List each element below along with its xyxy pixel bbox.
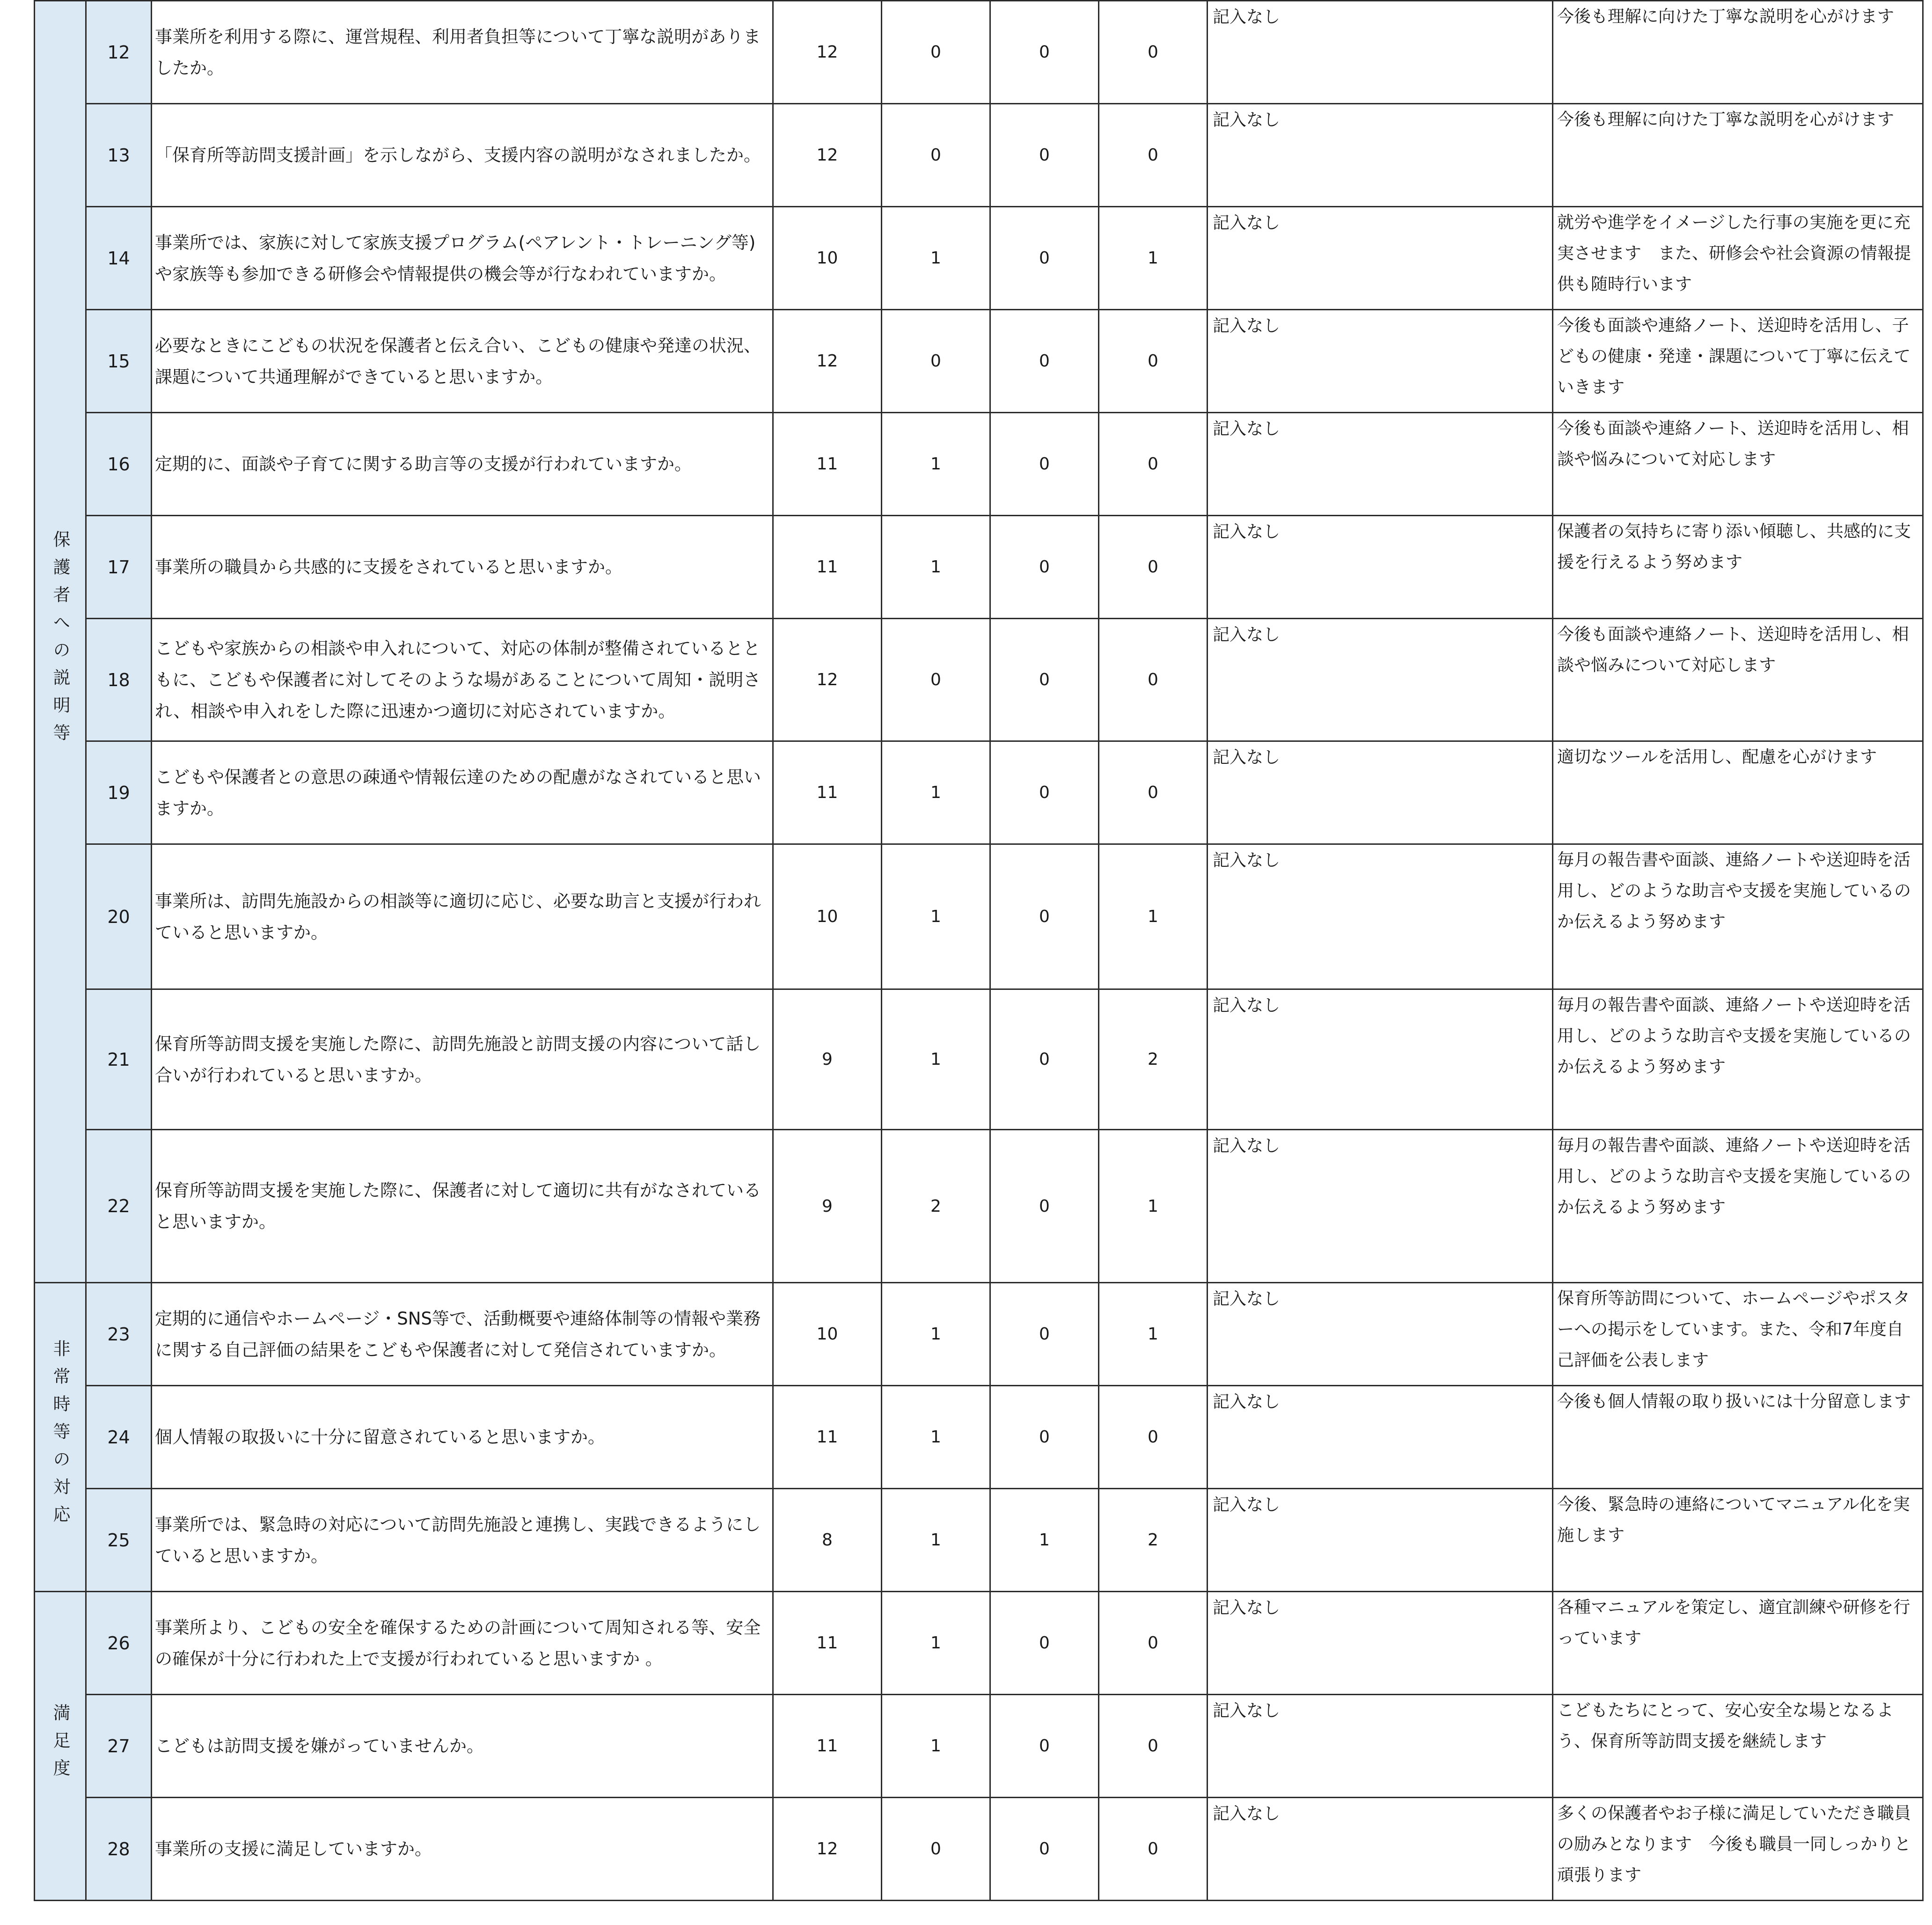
count-no: 0: [990, 1695, 1099, 1798]
count-neutral: 1: [882, 844, 990, 989]
table-row: [35, 1283, 1923, 1386]
count-no: 0: [990, 1, 1099, 104]
question-cell: 事業所を利用する際に、運営規程、利用者負担等について丁寧な説明がありましたか。: [152, 1, 773, 104]
count-neutral: 0: [882, 1798, 990, 1901]
count-unknown: 0: [1099, 413, 1208, 516]
count-no: 0: [990, 741, 1099, 844]
count-unknown: 2: [1099, 1489, 1208, 1592]
count-unknown: 1: [1099, 207, 1208, 310]
row-number: 15: [86, 310, 152, 413]
category-label: 非常時等の対応: [50, 1339, 70, 1533]
response-cell: 今後も面談や連絡ノート、送迎時を活用し、子どもの健康・発達・課題について丁寧に伝えていきます: [1553, 310, 1923, 413]
count-neutral: 1: [882, 989, 990, 1130]
count-yes: 12: [773, 1, 882, 104]
count-neutral: 1: [882, 516, 990, 619]
count-unknown: 0: [1099, 310, 1208, 413]
count-neutral: 1: [882, 741, 990, 844]
response-cell: 今後、緊急時の連絡についてマニュアル化を実施します: [1553, 1489, 1923, 1592]
count-neutral: 0: [882, 1, 990, 104]
category-label: 保護者への説明等: [50, 530, 70, 751]
row-number: 22: [86, 1130, 152, 1283]
count-no: 0: [990, 413, 1099, 516]
count-yes: 12: [773, 104, 882, 207]
response-cell: 保育所等訪問について、ホームページやポスターへの掲示をしています。また、令和7年度自己評価を公表します: [1553, 1283, 1923, 1386]
question-cell: 事業所では、家族に対して家族支援プログラム(ペアレント・トレーニング等)や家族等も参加できる研修会や情報提供の機会等が行なわれていますか。: [152, 207, 773, 310]
count-unknown: 0: [1099, 741, 1208, 844]
question-cell: 個人情報の取扱いに十分に留意されていると思いますか。: [152, 1386, 773, 1489]
count-no: 0: [990, 619, 1099, 741]
table-row: [35, 1798, 1923, 1901]
opinion-cell: 記入なし: [1208, 741, 1553, 844]
table-row: [35, 207, 1923, 310]
row-number: 20: [86, 844, 152, 989]
count-no: 0: [990, 1130, 1099, 1283]
table-row: [35, 516, 1923, 619]
count-neutral: 1: [882, 1283, 990, 1386]
row-number: 17: [86, 516, 152, 619]
row-number: 28: [86, 1798, 152, 1901]
question-cell: 事業所より、こどもの安全を確保するための計画について周知される等、安全の確保が十分に行われた上で支援が行われていると思いますか 。: [152, 1592, 773, 1695]
count-yes: 11: [773, 1695, 882, 1798]
opinion-cell: 記入なし: [1208, 1386, 1553, 1489]
table-row: [35, 1695, 1923, 1798]
question-cell: 事業所の支援に満足していますか。: [152, 1798, 773, 1901]
response-cell: 毎月の報告書や面談、連絡ノートや送迎時を活用し、どのような助言や支援を実施しているのか伝えるよう努めます: [1553, 989, 1923, 1130]
count-unknown: 1: [1099, 1283, 1208, 1386]
opinion-cell: 記入なし: [1208, 1592, 1553, 1695]
opinion-cell: 記入なし: [1208, 1695, 1553, 1798]
count-no: 0: [990, 1798, 1099, 1901]
question-cell: 保育所等訪問支援を実施した際に、保護者に対して適切に共有がなされていると思いますか。: [152, 1130, 773, 1283]
count-yes: 12: [773, 310, 882, 413]
row-number: 16: [86, 413, 152, 516]
count-yes: 9: [773, 1130, 882, 1283]
question-cell: 必要なときにこどもの状況を保護者と伝え合い、こどもの健康や発達の状況、課題について共通理解ができていると思いますか。: [152, 310, 773, 413]
count-unknown: 0: [1099, 619, 1208, 741]
row-number: 27: [86, 1695, 152, 1798]
response-cell: 今後も面談や連絡ノート、送迎時を活用し、相談や悩みについて対応します: [1553, 619, 1923, 741]
count-no: 0: [990, 207, 1099, 310]
opinion-cell: 記入なし: [1208, 516, 1553, 619]
opinion-cell: 記入なし: [1208, 844, 1553, 989]
count-neutral: 1: [882, 1386, 990, 1489]
response-cell: 今後も理解に向けた丁寧な説明を心がけます: [1553, 104, 1923, 207]
count-unknown: 0: [1099, 1592, 1208, 1695]
count-no: 0: [990, 1283, 1099, 1386]
count-neutral: 0: [882, 310, 990, 413]
row-number: 26: [86, 1592, 152, 1695]
response-cell: 就労や進学をイメージした行事の実施を更に充実させます また、研修会や社会資源の情報提供も随時行います: [1553, 207, 1923, 310]
count-no: 0: [990, 1386, 1099, 1489]
count-neutral: 1: [882, 413, 990, 516]
opinion-cell: 記入なし: [1208, 1489, 1553, 1592]
opinion-cell: 記入なし: [1208, 413, 1553, 516]
opinion-cell: 記入なし: [1208, 989, 1553, 1130]
opinion-cell: 記入なし: [1208, 310, 1553, 413]
count-yes: 11: [773, 1386, 882, 1489]
count-unknown: 0: [1099, 516, 1208, 619]
response-cell: こどもたちにとって、安心安全な場となるよう、保育所等訪問支援を継続します: [1553, 1695, 1923, 1798]
question-cell: 定期的に、面談や子育てに関する助言等の支援が行われていますか。: [152, 413, 773, 516]
opinion-cell: 記入なし: [1208, 1283, 1553, 1386]
opinion-cell: 記入なし: [1208, 1798, 1553, 1901]
count-yes: 12: [773, 1798, 882, 1901]
row-number: 19: [86, 741, 152, 844]
count-unknown: 1: [1099, 1130, 1208, 1283]
opinion-cell: 記入なし: [1208, 619, 1553, 741]
count-unknown: 0: [1099, 1, 1208, 104]
count-neutral: 1: [882, 207, 990, 310]
count-yes: 12: [773, 619, 882, 741]
response-cell: 毎月の報告書や面談、連絡ノートや送迎時を活用し、どのような助言や支援を実施しているのか伝えるよう努めます: [1553, 1130, 1923, 1283]
count-no: 0: [990, 989, 1099, 1130]
count-yes: 11: [773, 741, 882, 844]
row-number: 12: [86, 1, 152, 104]
table-row: [35, 619, 1923, 741]
response-cell: 今後も面談や連絡ノート、送迎時を活用し、相談や悩みについて対応します: [1553, 413, 1923, 516]
question-cell: 事業所の職員から共感的に支援をされていると思いますか。: [152, 516, 773, 619]
response-cell: 今後も個人情報の取り扱いには十分留意します: [1553, 1386, 1923, 1489]
count-yes: 11: [773, 516, 882, 619]
table-row: [35, 1, 1923, 104]
count-yes: 11: [773, 413, 882, 516]
row-number: 13: [86, 104, 152, 207]
table-row: [35, 844, 1923, 989]
row-number: 23: [86, 1283, 152, 1386]
row-number: 18: [86, 619, 152, 741]
count-neutral: 2: [882, 1130, 990, 1283]
count-yes: 8: [773, 1489, 882, 1592]
table-row: [35, 741, 1923, 844]
response-cell: 今後も理解に向けた丁寧な説明を心がけます: [1553, 1, 1923, 104]
question-cell: こどもや家族からの相談や申入れについて、対応の体制が整備されているとともに、こどもや保護者に対してそのような場があることについて周知・説明され、相談や申入れをした際に迅速かつ適切に対応されていますか。: [152, 619, 773, 741]
table-row: [35, 989, 1923, 1130]
question-cell: 「保育所等訪問支援計画」を示しながら、支援内容の説明がなされましたか。: [152, 104, 773, 207]
opinion-cell: 記入なし: [1208, 1130, 1553, 1283]
count-unknown: 0: [1099, 104, 1208, 207]
category-label: 満足度: [50, 1704, 70, 1786]
response-cell: 保護者の気持ちに寄り添い傾聴し、共感的に支援を行えるよう努めます: [1553, 516, 1923, 619]
category-cell-satisfaction: [35, 1592, 86, 1901]
question-cell: こどもや保護者との意思の疎通や情報伝達のための配慮がなされていると思いますか。: [152, 741, 773, 844]
count-no: 0: [990, 104, 1099, 207]
count-neutral: 1: [882, 1489, 990, 1592]
count-yes: 11: [773, 1592, 882, 1695]
count-neutral: 1: [882, 1592, 990, 1695]
opinion-cell: 記入なし: [1208, 1, 1553, 104]
response-cell: 多くの保護者やお子様に満足していただき職員の励みとなります 今後も職員一同しっかりと頑張ります: [1553, 1798, 1923, 1901]
count-no: 0: [990, 516, 1099, 619]
count-neutral: 0: [882, 104, 990, 207]
category-cell-emergency: [35, 1283, 86, 1592]
table-row: [35, 1386, 1923, 1489]
table-row: [35, 1489, 1923, 1592]
count-yes: 10: [773, 207, 882, 310]
count-unknown: 0: [1099, 1695, 1208, 1798]
question-cell: 保育所等訪問支援を実施した際に、訪問先施設と訪問支援の内容について話し合いが行われていると思いますか。: [152, 989, 773, 1130]
count-neutral: 1: [882, 1695, 990, 1798]
count-yes: 10: [773, 844, 882, 989]
count-unknown: 0: [1099, 1386, 1208, 1489]
count-unknown: 2: [1099, 989, 1208, 1130]
count-no: 1: [990, 1489, 1099, 1592]
opinion-cell: 記入なし: [1208, 207, 1553, 310]
evaluation-table: [34, 0, 1924, 1901]
response-cell: 毎月の報告書や面談、連絡ノートや送迎時を活用し、どのような助言や支援を実施しているのか伝えるよう努めます: [1553, 844, 1923, 989]
count-yes: 9: [773, 989, 882, 1130]
response-cell: 各種マニュアルを策定し、適宜訓練や研修を行っています: [1553, 1592, 1923, 1695]
table-row: [35, 413, 1923, 516]
question-cell: こどもは訪問支援を嫌がっていませんか。: [152, 1695, 773, 1798]
count-no: 0: [990, 310, 1099, 413]
count-neutral: 0: [882, 619, 990, 741]
count-no: 0: [990, 1592, 1099, 1695]
count-unknown: 0: [1099, 1798, 1208, 1901]
count-no: 0: [990, 844, 1099, 989]
table-row: [35, 104, 1923, 207]
row-number: 21: [86, 989, 152, 1130]
row-number: 14: [86, 207, 152, 310]
question-cell: 事業所は、訪問先施設からの相談等に適切に応じ、必要な助言と支援が行われていると思いますか。: [152, 844, 773, 989]
question-cell: 事業所では、緊急時の対応について訪問先施設と連携し、実践できるようにしていると思いますか。: [152, 1489, 773, 1592]
opinion-cell: 記入なし: [1208, 104, 1553, 207]
question-cell: 定期的に通信やホームページ・SNS等で、活動概要や連絡体制等の情報や業務に関する自己評価の結果をこどもや保護者に対して発信されていますか。: [152, 1283, 773, 1386]
table-row: [35, 1592, 1923, 1695]
row-number: 24: [86, 1386, 152, 1489]
count-yes: 10: [773, 1283, 882, 1386]
response-cell: 適切なツールを活用し、配慮を心がけます: [1553, 741, 1923, 844]
table-row: [35, 310, 1923, 413]
row-number: 25: [86, 1489, 152, 1592]
table-row: [35, 1130, 1923, 1283]
count-unknown: 1: [1099, 844, 1208, 989]
category-cell-parent-explanation: [35, 1, 86, 1283]
